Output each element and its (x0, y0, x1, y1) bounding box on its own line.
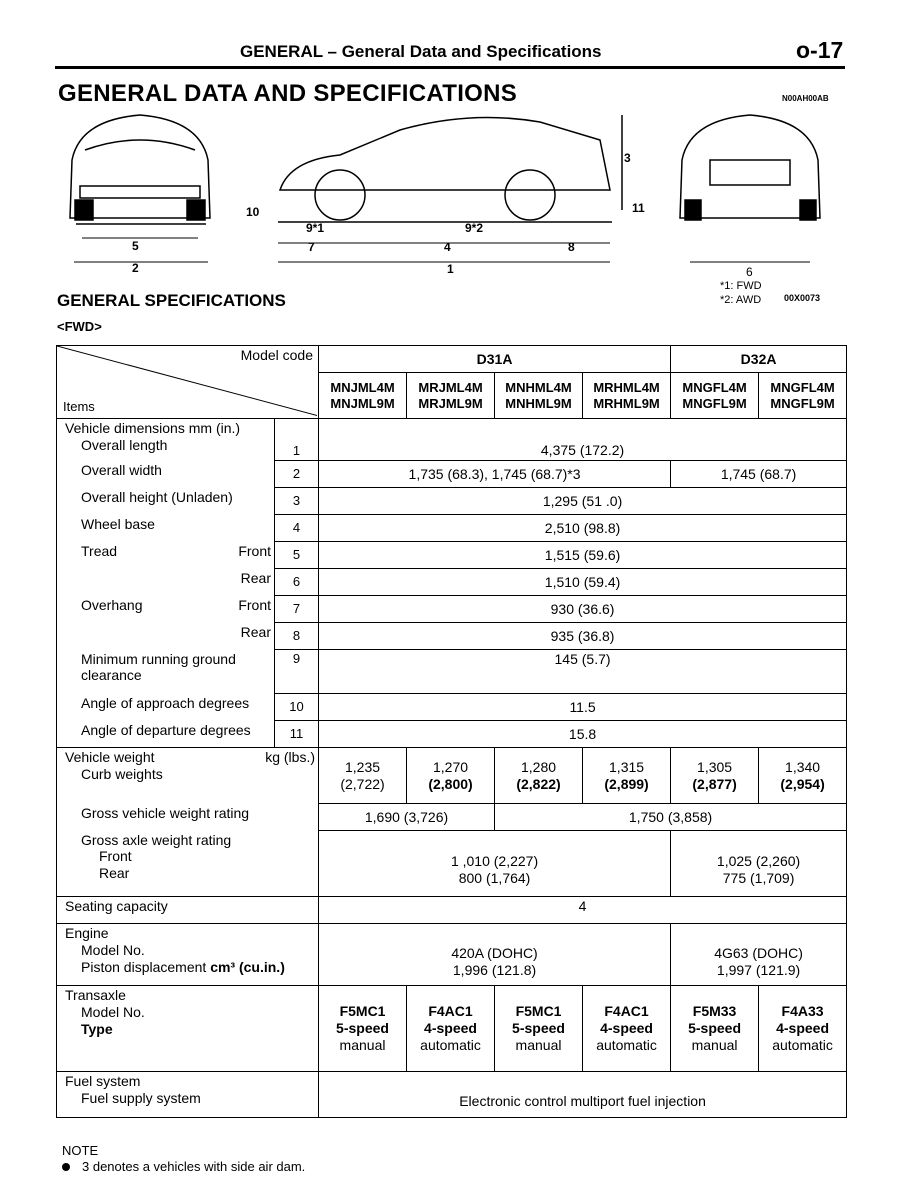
row-wheel-base: Wheel base (57, 515, 275, 542)
idx-2: 2 (275, 461, 319, 488)
val-tread-rear: 1,510 (59.4) (319, 569, 847, 596)
val-gawr-d32a: 1,025 (2,260) 775 (1,709) (671, 831, 847, 897)
val-overall-height: 1,295 (51 .0) (319, 488, 847, 515)
footnote-awd: *2: AWD (720, 294, 762, 306)
idx-6: 6 (275, 569, 319, 596)
row-ground-clearance: Minimum running ground clearance (57, 650, 275, 694)
subsection-title: <FWD> (57, 319, 102, 334)
dim-2: 2 (132, 261, 139, 275)
group-d31a: D31A (319, 346, 671, 373)
page-number: o-17 (796, 37, 844, 63)
dim-7: 7 (308, 240, 315, 254)
header-rule (55, 66, 845, 69)
curb-1: 1,235 (2,722) (319, 748, 407, 804)
model-col-4: MRHML4M MRHML9M (583, 373, 671, 419)
model-col-3: MNHML4M MNHML9M (495, 373, 583, 419)
idx-1: 1 (275, 419, 319, 461)
val-wheel-base: 2,510 (98.8) (319, 515, 847, 542)
model-code-label: Model code (240, 347, 314, 363)
bullet-icon (62, 1163, 70, 1171)
curb-6: 1,340 (2,954) (759, 748, 847, 804)
trans-2: F4AC1 4-speed automatic (407, 986, 495, 1072)
val-ground-clearance: 145 (5.7) (319, 650, 847, 694)
dim-3: 3 (624, 151, 631, 165)
model-col-1: MNJML4M MNJML9M (319, 373, 407, 419)
header-title: GENERAL – General Data and Specifications (240, 42, 602, 61)
row-overall-height: Overall height (Unladen) (57, 488, 275, 515)
idx-11: 11 (275, 721, 319, 748)
note-body: 3 denotes a vehicles with side air dam. (62, 1159, 305, 1174)
doc-code: N00AH00AB (782, 94, 829, 103)
front-view-drawing (70, 115, 210, 224)
footnote-fwd: *1: FWD (720, 280, 762, 292)
row-overhang-front: Overhang Front (57, 596, 275, 623)
val-gawr-d31a: 1 ,010 (2,227) 800 (1,764) (319, 831, 671, 897)
model-col-5: MNGFL4M MNGFL9M (671, 373, 759, 419)
val-departure: 15.8 (319, 721, 847, 748)
val-overhang-rear: 935 (36.8) (319, 623, 847, 650)
row-overhang-rear: Rear (57, 623, 275, 650)
row-engine: Engine Model No. Piston displacement cm³ (cu.in.) (57, 924, 319, 986)
idx-10: 10 (275, 694, 319, 721)
val-seating: 4 (319, 897, 847, 924)
model-col-6: MNGFL4M MNGFL9M (759, 373, 847, 419)
curb-4: 1,315 (2,899) (583, 748, 671, 804)
row-seating: Seating capacity (57, 897, 319, 924)
trans-1: F5MC1 5-speed manual (319, 986, 407, 1072)
val-overall-length: 4,375 (172.2) (319, 419, 847, 461)
row-fuel-system: Fuel system Fuel supply system (57, 1072, 319, 1118)
dim-11: 11 (632, 201, 645, 215)
dim-9-awd: 9*2 (465, 221, 484, 235)
val-engine-d32a: 4G63 (DOHC) 1,997 (121.9) (671, 924, 847, 986)
group-d32a: D32A (671, 346, 847, 373)
row-transaxle: Transaxle Model No. Type (57, 986, 319, 1072)
val-overhang-front: 930 (36.6) (319, 596, 847, 623)
row-tread-front: Tread Front (57, 542, 275, 569)
items-label: Items (63, 399, 95, 415)
idx-5: 5 (275, 542, 319, 569)
dim-4: 4 (444, 240, 451, 254)
row-curb-weights: Vehicle weight kg (lbs.) Curb weights (57, 748, 319, 804)
specifications-table (56, 345, 847, 1118)
note-heading: NOTE (62, 1143, 99, 1158)
side-view-drawing (278, 115, 622, 222)
val-tread-front: 1,515 (59.6) (319, 542, 847, 569)
val-fuel-system: Electronic control multiport fuel injection (319, 1072, 847, 1118)
row-departure: Angle of departure degrees (57, 721, 275, 748)
row-gvwr: Gross vehicle weight rating (57, 804, 319, 831)
val-engine-d31a: 420A (DOHC) 1,996 (121.8) (319, 924, 671, 986)
dim-6: 6 (746, 265, 753, 279)
row-overall-length: Vehicle dimensions mm (in.) Overall length (57, 419, 275, 461)
curb-2: 1,270 (2,800) (407, 748, 495, 804)
row-tread-rear: Rear (57, 569, 275, 596)
dim-10: 10 (246, 205, 260, 219)
idx-3: 3 (275, 488, 319, 515)
dim-9-fwd: 9*1 (306, 221, 325, 235)
val-gvwr-b: 1,750 (3,858) (495, 804, 847, 831)
figure-code: 00X0073 (784, 293, 821, 303)
trans-4: F4AC1 4-speed automatic (583, 986, 671, 1072)
idx-8: 8 (275, 623, 319, 650)
dimension-lines (74, 238, 810, 262)
row-gawr: Gross axle weight rating Front Rear (57, 831, 319, 897)
curb-3: 1,280 (2,822) (495, 748, 583, 804)
vehicle-dimension-figure (0, 100, 921, 290)
idx-4: 4 (275, 515, 319, 542)
curb-5: 1,305 (2,877) (671, 748, 759, 804)
rear-view-drawing (680, 115, 820, 220)
row-overall-width: Overall width (57, 461, 275, 488)
main-title: GENERAL DATA AND SPECIFICATIONS (58, 80, 518, 107)
idx-7: 7 (275, 596, 319, 623)
diagonal-line (57, 346, 317, 416)
dim-8: 8 (568, 240, 575, 254)
row-approach: Angle of approach degrees (57, 694, 275, 721)
idx-9: 9 (275, 650, 319, 694)
table-corner-cell (57, 346, 319, 419)
trans-5: F5M33 5-speed manual (671, 986, 759, 1072)
val-overall-width-d32a: 1,745 (68.7) (671, 461, 847, 488)
trans-3: F5MC1 5-speed manual (495, 986, 583, 1072)
section-title: GENERAL SPECIFICATIONS (57, 291, 286, 310)
model-col-2: MRJML4M MRJML9M (407, 373, 495, 419)
dim-5: 5 (132, 239, 139, 253)
trans-6: F4A33 4-speed automatic (759, 986, 847, 1072)
val-approach: 11.5 (319, 694, 847, 721)
val-gvwr-a: 1,690 (3,726) (319, 804, 495, 831)
val-overall-width-d31a: 1,735 (68.3), 1,745 (68.7)*3 (319, 461, 671, 488)
dim-1: 1 (447, 262, 454, 276)
